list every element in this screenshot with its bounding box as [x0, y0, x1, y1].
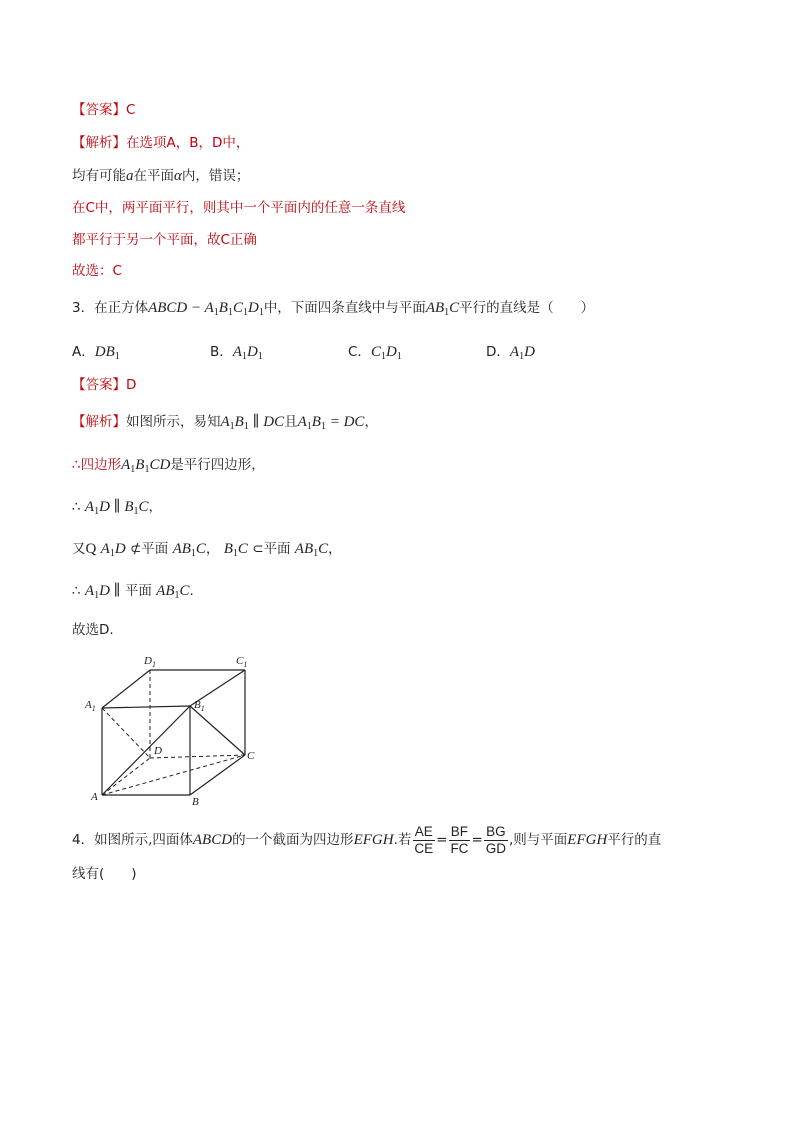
- answer-tag: 【答案】: [72, 102, 126, 118]
- option-label: A．: [72, 344, 95, 360]
- label-d1: $D_1$: [144, 655, 156, 669]
- math: $B_1C$: [223, 541, 248, 559]
- q2-analysis-line-2: [72, 167, 249, 185]
- math: $A_1B_1$ ∥ DC: [220, 414, 285, 432]
- q3-parallel-line: ∴ $A_1D$ ∥ $B_1C$，: [72, 499, 163, 517]
- math: EFGH: [353, 832, 394, 848]
- math: $AB_1C$: [294, 541, 329, 559]
- analysis-tag: 【解析】: [72, 135, 126, 151]
- label-d: D: [154, 745, 162, 757]
- fraction-bg-gd: [484, 824, 508, 857]
- therefore: ∴: [72, 583, 81, 599]
- analysis-text: 在选项A，B，D中，: [126, 135, 250, 151]
- numerator: BF: [450, 823, 469, 839]
- math: $AB_1C$: [172, 541, 206, 559]
- quad-word: 四边形: [80, 457, 122, 473]
- q2-conclusion: 故选：C: [72, 263, 122, 279]
- math-alpha: α: [174, 168, 182, 184]
- math: $A_1D$ ∥: [84, 583, 121, 601]
- q4-prefix: 4．如图所示,四面体: [72, 832, 193, 848]
- label-b1: $B_1$: [194, 699, 205, 713]
- math: $A_1B_1CD$: [121, 457, 171, 475]
- math: $C_1D_1$: [370, 344, 402, 362]
- text: 内，错误；: [181, 168, 250, 184]
- therefore: ∴: [72, 499, 81, 515]
- q2-analysis-line-3: 在C中，两平面平行，则其中一个平面内的任意一条直线: [72, 200, 406, 216]
- answer-value: C: [126, 102, 136, 118]
- analysis-intro: 如图所示，易知: [126, 414, 221, 430]
- math: $AB_1C$: [156, 583, 190, 601]
- q3-subset-line: 又Q $A_1D$ ⊄平面 $AB_1C$， $B_1C$ ⊂平面 $AB_1C$，: [72, 541, 342, 559]
- math-plane: $AB_1C$: [425, 300, 460, 318]
- math: $A_1D$: [509, 344, 535, 362]
- answer-value: D: [126, 377, 137, 393]
- label-b: B: [192, 796, 199, 808]
- math: EFGH: [567, 832, 608, 848]
- is-parallelogram: 是平行四边形，: [170, 457, 265, 473]
- q4-stem-line-2: 线有( ): [72, 866, 137, 882]
- q4-then: ,则与平面: [509, 832, 568, 848]
- math-cube: ABCD − $A_1B_1C_1D_1$: [148, 300, 264, 318]
- subset: ⊂: [252, 541, 264, 557]
- numerator: AE: [414, 823, 433, 839]
- q4-if: .若: [393, 832, 412, 848]
- math-var: a: [126, 168, 134, 184]
- you-word: 又: [72, 541, 86, 557]
- option-label: C．: [348, 344, 371, 360]
- label-a: A: [91, 791, 98, 803]
- not-subset: ⊄: [129, 541, 142, 557]
- math: $A_1B_1$ = DC: [297, 414, 365, 432]
- q3-analysis-line: 【解析】如图所示，易知$A_1B_1$ ∥ DC且$A_1B_1$ = DC，: [72, 414, 378, 432]
- option-label: D．: [486, 344, 510, 360]
- q4-middle: 的一个截面为四边形: [232, 832, 354, 848]
- label-c1: $C_1$: [236, 655, 248, 669]
- option-b: [210, 340, 263, 362]
- option-label: B．: [210, 344, 233, 360]
- cube-figure: [82, 650, 262, 810]
- math: $A_1D$: [100, 541, 126, 559]
- text: 在平面: [133, 168, 174, 184]
- denominator: FC: [450, 840, 469, 856]
- math: ABCD: [192, 832, 233, 848]
- denominator: GD: [485, 840, 506, 856]
- plane-word: 平面: [124, 583, 152, 599]
- q2-analysis-line: [72, 134, 249, 152]
- numerator: BG: [486, 823, 506, 839]
- q4-tail: 平行的直: [607, 832, 662, 848]
- option-c: [348, 340, 402, 362]
- q3-parallelogram-line: [72, 456, 265, 479]
- fraction-ae-ce: [412, 824, 435, 857]
- text: 均有可能: [72, 168, 126, 184]
- q4-stem: 4．如图所示,四面体ABCD的一个截面为四边形EFGH.若 $\frac{AE}{CE}$ = $\frac{BF}{FC}$ = $\frac{BG}{GD}$ ,则与平面EFGH平行的直: [72, 823, 662, 856]
- option-a: [72, 340, 120, 362]
- label-c: C: [247, 750, 255, 762]
- math: Q: [85, 541, 97, 557]
- q3-final-line: ∴ $A_1D$ ∥ 平面 $AB_1C$.: [72, 583, 194, 601]
- math: $A_1D_1$: [232, 344, 263, 362]
- q3-answer-line: [72, 376, 136, 394]
- q3-stem: [72, 299, 594, 322]
- label-a1: $A_1$: [85, 699, 96, 713]
- math: $DB_1$: [94, 344, 120, 362]
- stem-middle: 中，下面四条直线中与平面: [263, 300, 426, 316]
- fraction-bf-fc: [448, 824, 470, 857]
- answer-tag: 【答案】: [72, 377, 126, 393]
- analysis-tag: 【解析】: [72, 414, 126, 430]
- plane-word: 平面: [141, 541, 169, 557]
- stem-suffix: 平行的直线是（ ）: [459, 300, 595, 316]
- stem-prefix: 3．在正方体: [72, 300, 149, 316]
- denominator: CE: [414, 840, 434, 856]
- and-word: 且: [284, 414, 298, 430]
- q3-conclusion: 故选D.: [72, 622, 114, 638]
- plane-word: 平面: [263, 541, 291, 557]
- therefore: ∴: [72, 457, 81, 473]
- q2-analysis-line-4: 都平行于另一个平面，故C正确: [72, 232, 257, 248]
- q2-answer-line: [72, 101, 135, 119]
- math: $A_1D$ ∥ $B_1C$: [84, 499, 149, 517]
- option-d: [486, 340, 535, 362]
